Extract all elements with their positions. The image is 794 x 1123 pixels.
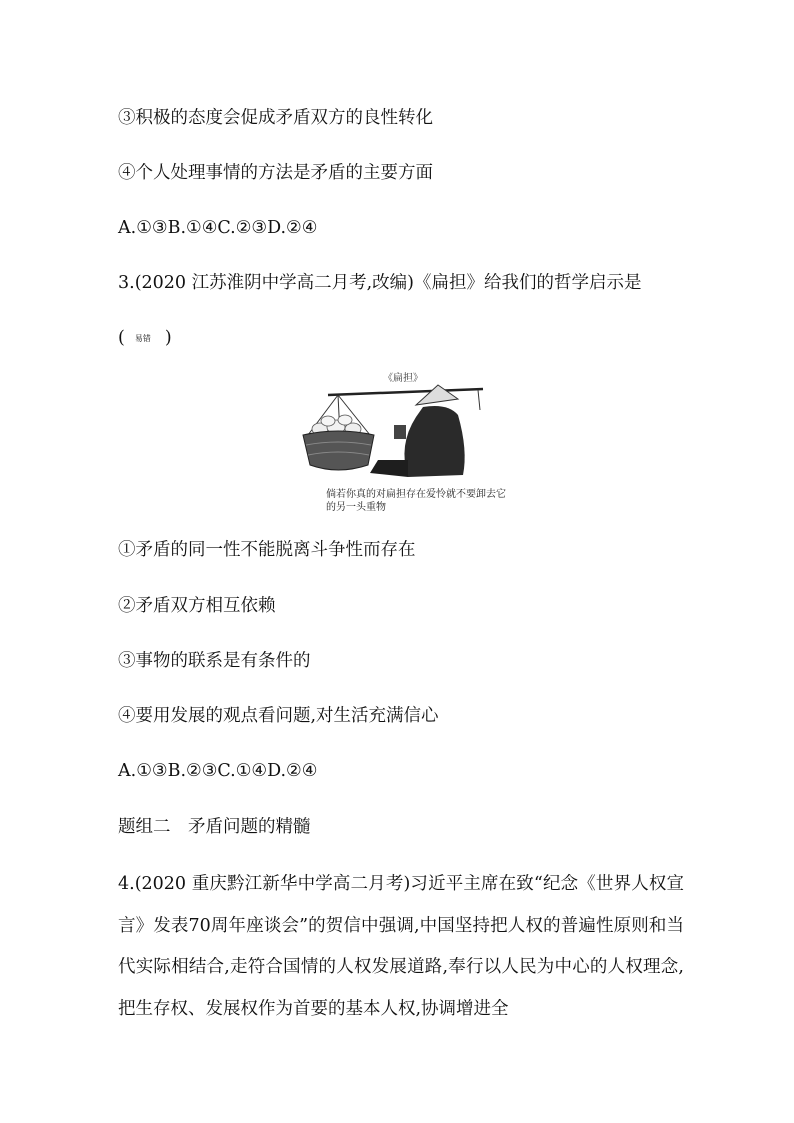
difficulty-tag: 易错: [134, 333, 151, 343]
q2-option-4: ④个人处理事情的方法是矛盾的主要方面: [118, 163, 433, 183]
q3-answer-choices: A.①③B.②③C.①④D.②④: [118, 761, 318, 781]
q3-stem: 3.(2020 江苏淮阴中学高二月考,改编)《扁担》给我们的哲学启示是: [118, 273, 642, 293]
q2-answer-choices: A.①③B.①④C.②③D.②④: [118, 218, 318, 238]
q4-stem: 4.(2020 重庆黔江新华中学高二月考)习近平主席在致“纪念《世界人权宣言》发表70周年座谈会”的贺信中强调,中国坚持把人权的普遍性原则和当代实际相结合,走符合国情的人权发展道路,奉行以人民为中心的人权理念,把生存权、发展权作为首要的基本人权,协调增进全: [118, 874, 684, 1019]
section-heading: 题组二 矛盾问题的精髓: [118, 817, 311, 837]
paren-close: ): [164, 328, 172, 348]
figure-title: 《扁担》: [383, 373, 423, 384]
q3-option-4: ④要用发展的观点看问题,对生活充满信心: [118, 706, 439, 726]
q2-option-3: ③积极的态度会促成矛盾双方的良性转化: [118, 108, 433, 128]
q3-answer-blank: [118, 326, 172, 351]
q3-option-1: ①矛盾的同一性不能脱离斗争性而存在: [118, 540, 416, 560]
figure-caption: 倘若你真的对扁担存在爱怜就不要卸去它的另一头重物: [326, 489, 506, 513]
q3-option-3: ③事物的联系是有条件的: [118, 651, 311, 671]
paren-open: (: [118, 328, 125, 348]
q3-option-2: ②矛盾双方相互依赖: [118, 596, 276, 616]
